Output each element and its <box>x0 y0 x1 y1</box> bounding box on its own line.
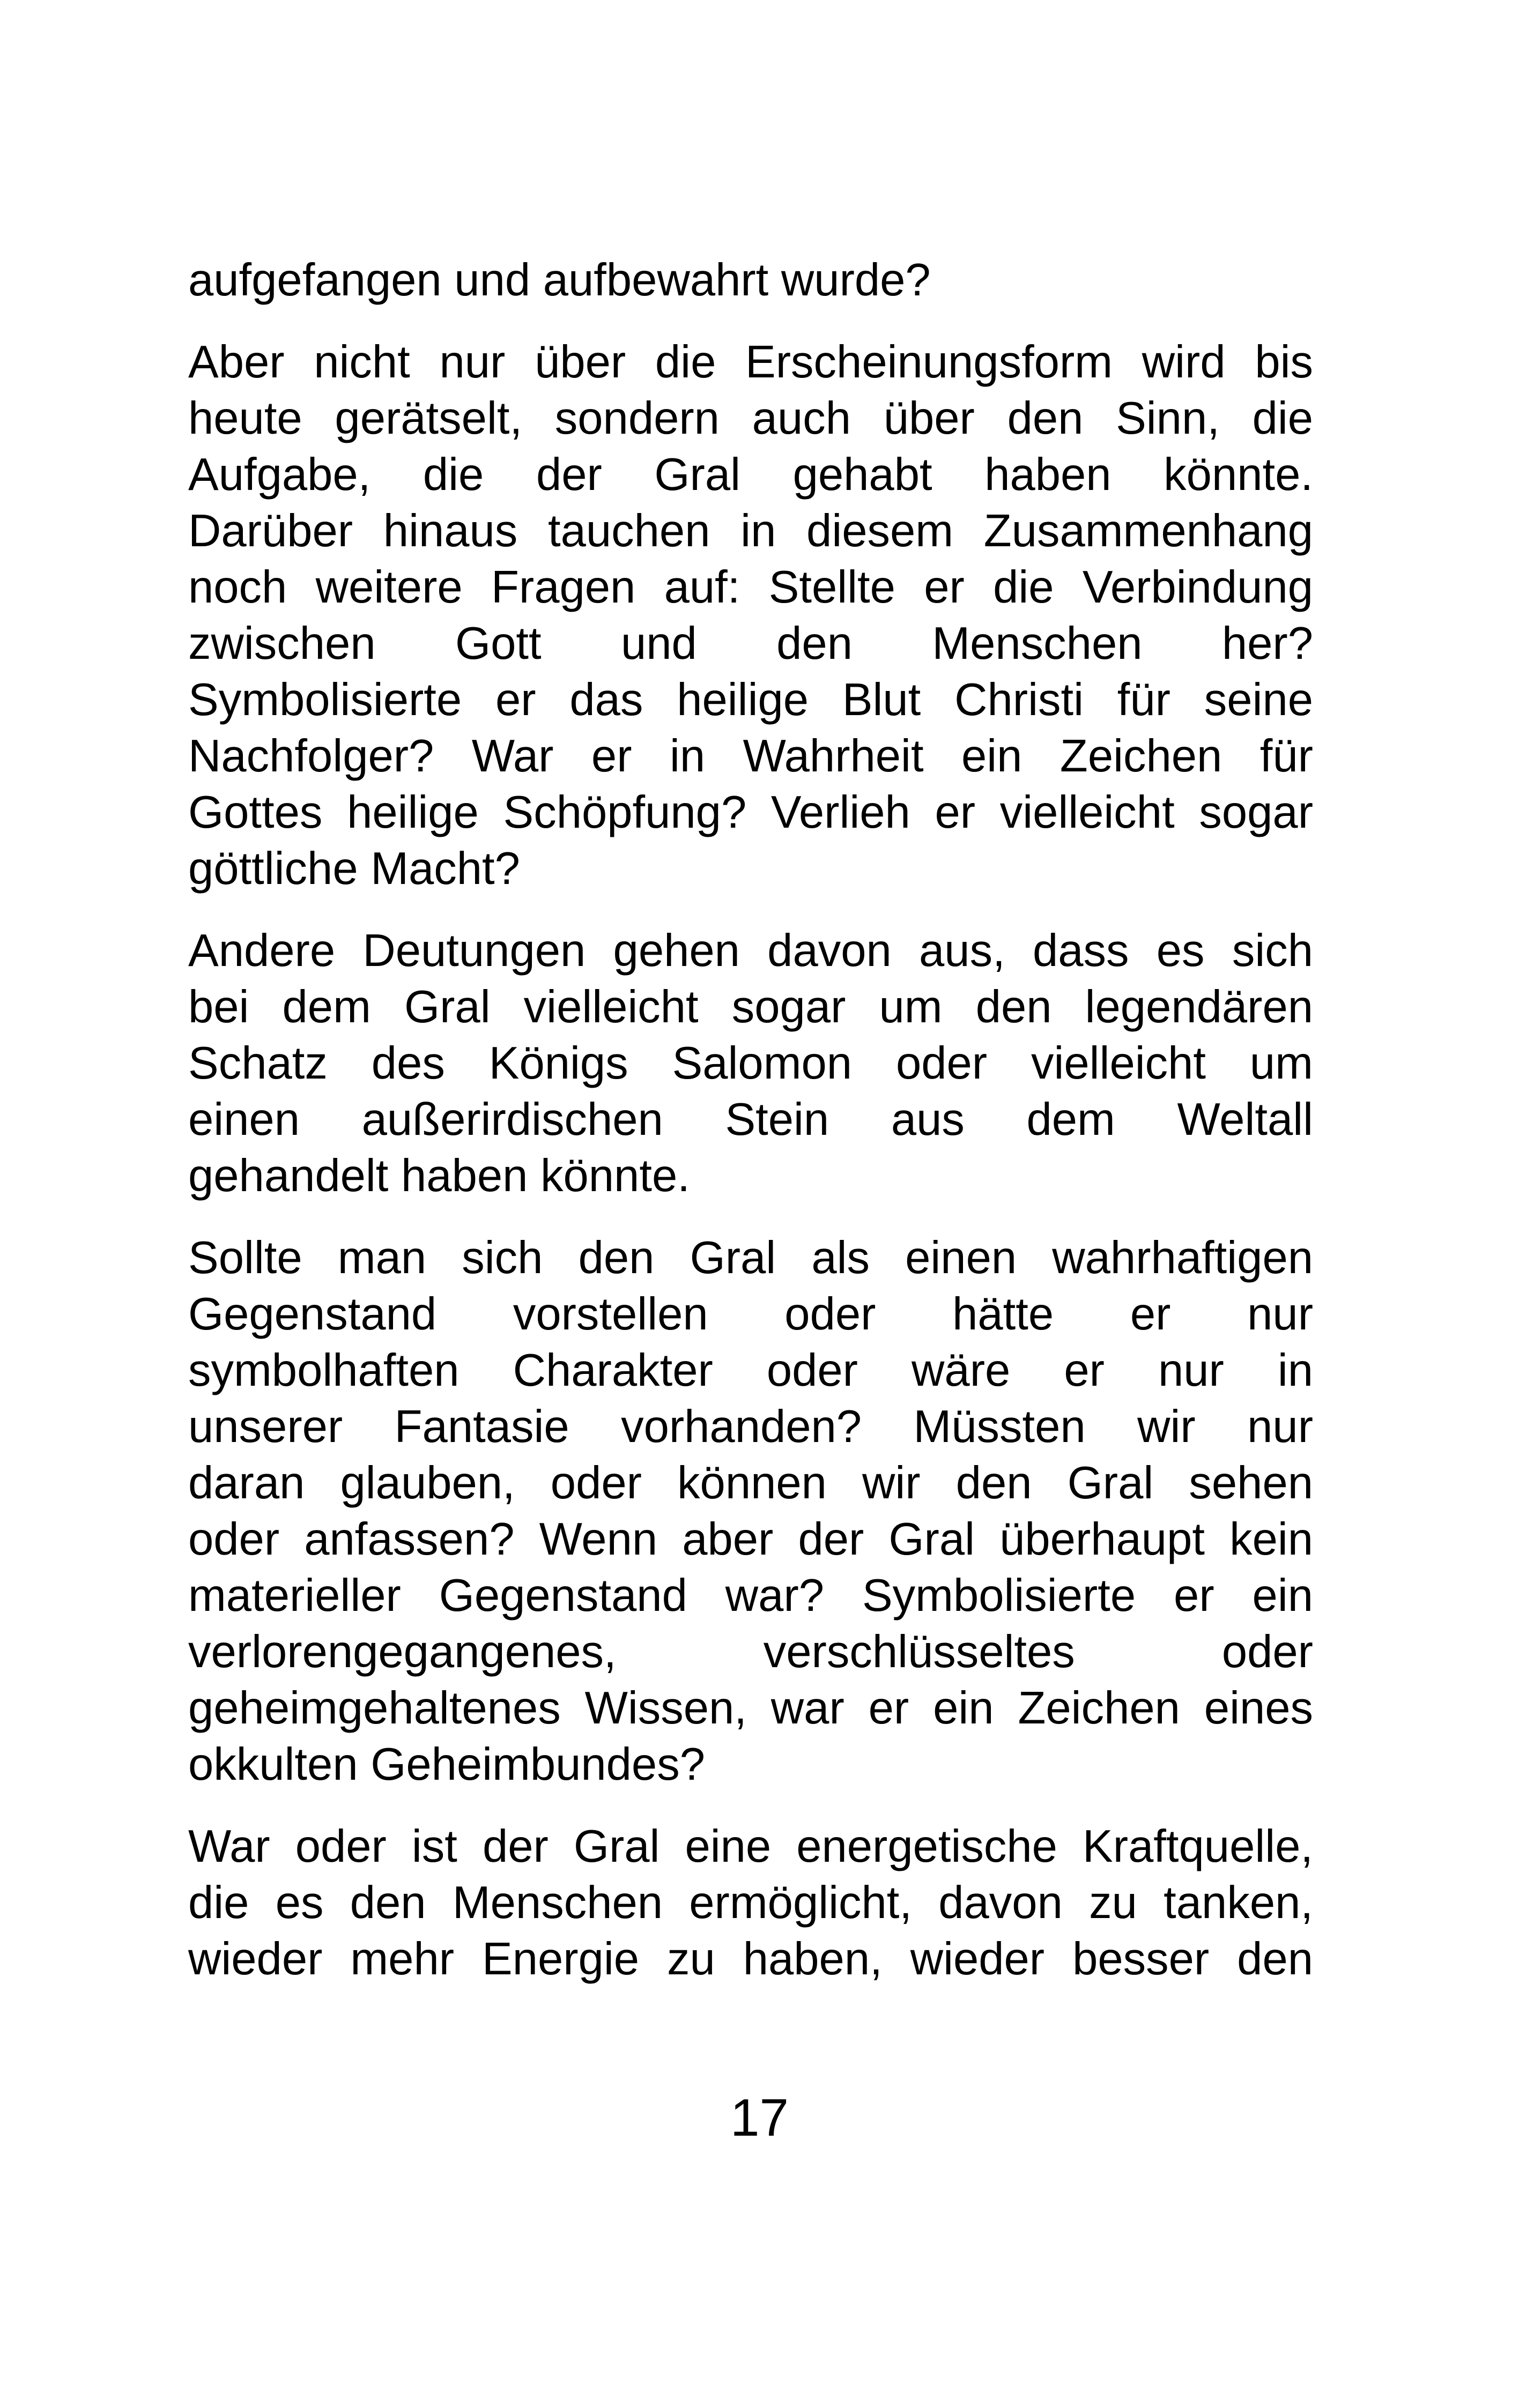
text-line: verlorengegangenes, verschlüsseltes oder <box>188 1626 1313 1677</box>
text-line: unserer Fantasie vorhanden? Müssten wir nur <box>188 1401 1313 1452</box>
text-line: Nachfolger? War er in Wahrheit ein Zeichen für <box>188 731 1313 782</box>
text-line: Aber nicht nur über die Erscheinungsform wird bis <box>188 337 1313 388</box>
text-line: oder anfassen? Wenn aber der Gral überhaupt kein <box>188 1514 1313 1565</box>
text-line: aufgefangen und aufbewahrt wurde? <box>188 255 931 306</box>
text-line: Schatz des Königs Salomon oder vielleicht um <box>188 1038 1313 1089</box>
text-line: göttliche Macht? <box>188 843 520 894</box>
text-line: Andere Deutungen gehen davon aus, dass es sich <box>188 925 1313 976</box>
text-line: noch weitere Fragen auf: Stellte er die Verbindung <box>188 562 1313 613</box>
text-line: okkulten Geheimbundes? <box>188 1739 705 1790</box>
text-line: War oder ist der Gral eine energetische Kraftquelle, <box>188 1821 1313 1872</box>
body-text <box>188 252 1313 1987</box>
text-line: Gegenstand vorstellen oder hätte er nur <box>188 1289 1313 1340</box>
text-line: wieder mehr Energie zu haben, wieder besser den <box>188 1934 1313 1985</box>
text-line: die es den Menschen ermöglicht, davon zu tanken, <box>188 1877 1313 1928</box>
text-line: zwischen Gott und den Menschen her? <box>188 618 1313 669</box>
paragraph <box>188 923 1313 1204</box>
page-number: 17 <box>730 2088 789 2147</box>
text-line: geheimgehaltenes Wissen, war er ein Zeichen eines <box>188 1683 1313 1734</box>
text-line: Darüber hinaus tauchen in diesem Zusammenhang <box>188 506 1313 556</box>
text-line: symbolhaften Charakter oder wäre er nur in <box>188 1345 1313 1396</box>
text-line: materieller Gegenstand war? Symbolisierte er ein <box>188 1570 1313 1621</box>
text-line: Aufgabe, die der Gral gehabt haben könnte. <box>188 449 1313 500</box>
text-line: heute gerätselt, sondern auch über den Sinn, die <box>188 393 1313 444</box>
text-line: Gottes heilige Schöpfung? Verlieh er vielleicht sogar <box>188 787 1313 838</box>
text-line: einen außerirdischen Stein aus dem Weltall <box>188 1094 1313 1145</box>
paragraph <box>188 252 1313 308</box>
paragraph <box>188 1230 1313 1793</box>
text-line: Symbolisierte er das heilige Blut Christi für seine <box>188 674 1313 725</box>
paragraph <box>188 334 1313 897</box>
paragraph <box>188 1818 1313 1987</box>
text-line: bei dem Gral vielleicht sogar um den legendären <box>188 982 1313 1032</box>
text-line: gehandelt haben könnte. <box>188 1150 690 1201</box>
text-line: daran glauben, oder können wir den Gral sehen <box>188 1458 1313 1508</box>
text-line: Sollte man sich den Gral als einen wahrhaftigen <box>188 1232 1313 1283</box>
